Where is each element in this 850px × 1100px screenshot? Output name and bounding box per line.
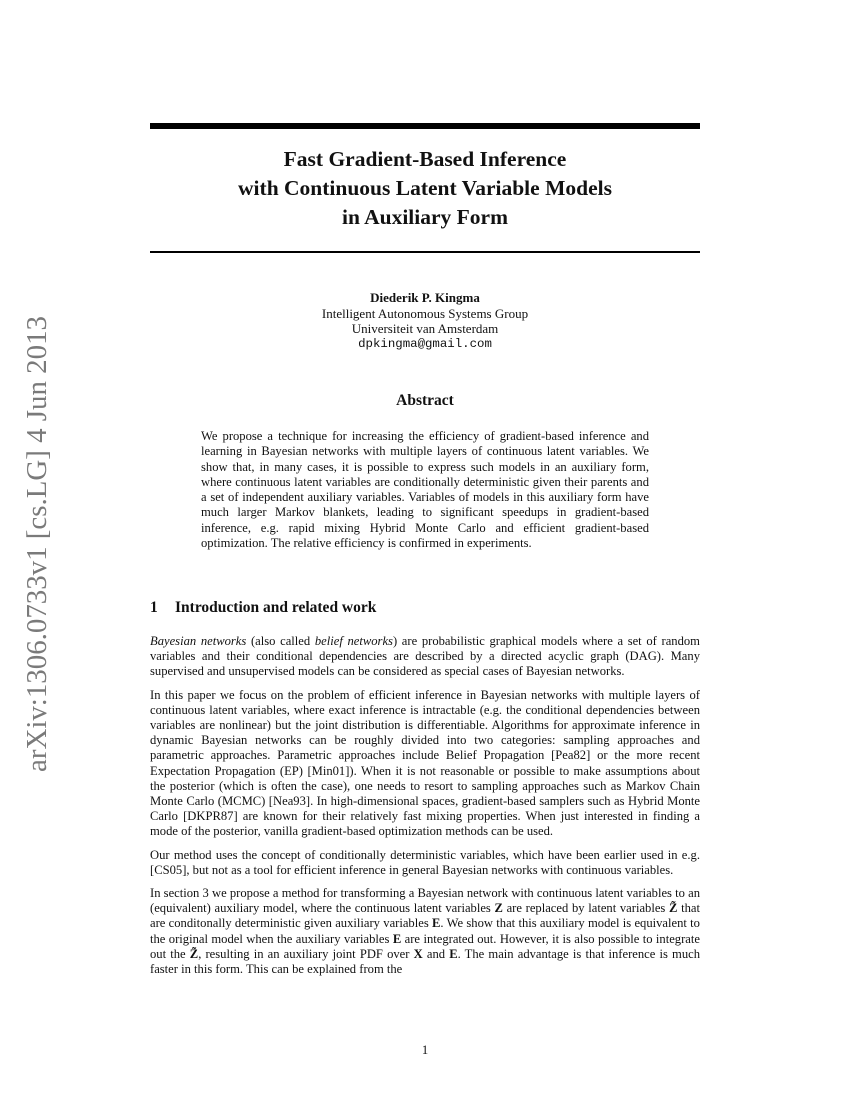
paper-title (150, 145, 700, 232)
var-e: E (432, 916, 441, 931)
title-line-3: in Auxiliary Form (341, 205, 509, 229)
section-body (150, 634, 700, 985)
var-z-tilde: Z̃ (189, 946, 199, 961)
var-x: X (413, 946, 423, 961)
author-name: Diederik P. Kingma (370, 290, 480, 305)
arxiv-identifier-text: arXiv:1306.0733v1 [cs.LG] 4 Jun 2013 (21, 314, 53, 772)
var-e: E (449, 946, 458, 961)
title-bottom-rule (150, 251, 700, 253)
section-number: 1 (150, 599, 158, 616)
var-z-tilde: Z̃ (669, 901, 678, 916)
author-affiliation-university: Universiteit van Amsterdam (351, 321, 499, 336)
title-line-2: with Continuous Latent Variable Models (238, 176, 612, 200)
var-e: E (392, 931, 402, 946)
paragraph-1: Bayesian networks (also called belief networks) are probabilistic graphical models where a set of random variables and their conditional dependencies are described by a directed acyclic graph (DAG). Many supervised and unsupervised models can be considered as special cases of Bayesian networks. (150, 634, 700, 679)
arxiv-identifier-stamp (12, 312, 56, 774)
section-title: Introduction and related work (175, 599, 377, 616)
author-block (150, 290, 700, 352)
paragraph-2: In this paper we focus on the problem of efficient inference in Bayesian networks with multiple layers of continuous latent variables, where exact inference is intractable (e.g. the conditional dependencies between variables are nonlinear) but the joint distribution is differentiable. Algorithms for approximate inference in dynamic Bayesian networks can be roughly divided into two categories: sampling approaches and parametric approaches. Parametric approaches include Belief Propagation [Pea82] or the more recent Expectation Propagation (EP) [Min01]). When it is not reasonable or possible to make assumptions about the posterior (which is often the case), one needs to resort to sampling approaches such as Markov Chain Monte Carlo (MCMC) [Nea93]. In high-dimensional spaces, gradient-based samplers such as Hybrid Monte Carlo [DKPR87] are known for their relatively fast mixing properties. When just interested in finding a mode of the posterior, vanilla gradient-based optimization methods can be used. (150, 687, 700, 839)
term-bayesian-networks: Bayesian networks (150, 634, 247, 648)
paragraph-4: In section 3 we propose a method for transforming a Bayesian network with continuous latent variables to an (equivalent) auxiliary model, where the continuous latent variables Z are replaced by latent variables Z̃ that are conditonally deterministic given auxiliary variables E. We show that this auxiliary model is equivalent to the original model when the auxiliary variables E are integrated out. However, it is also possible to integrate out the Z̃, resulting in an auxiliary joint PDF over X and E. The main advantage is that inference is much faster in this form. This can be explained from the (150, 886, 701, 977)
author-email: dpkingma@gmail.com (358, 336, 492, 351)
section-heading (150, 599, 700, 617)
title-line-1: Fast Gradient-Based Inference (283, 147, 567, 171)
title-top-rule (150, 123, 700, 129)
paragraph-3: Our method uses the concept of conditionally deterministic variables, which have been earlier used in e.g. [CS05], but not as a tool for efficient inference in general Bayesian networks with continuous variables. (150, 847, 700, 877)
term-belief-networks: belief networks (314, 634, 393, 648)
author-affiliation-group: Intelligent Autonomous Systems Group (321, 305, 529, 321)
page-number: 1 (421, 1043, 429, 1057)
var-z: Z (494, 901, 503, 916)
abstract-heading: Abstract (396, 392, 454, 409)
abstract-text: We propose a technique for increasing the efficiency of gradient-based inference and learning in Bayesian networks with multiple layers of continuous latent variables. We show that, in many cases, it is possible to express such models in an auxiliary form, where continuous latent variables are conditionally deterministic given their parents and a set of independent auxiliary variables. Variables of models in this auxiliary form have much larger Markov blankets, leading to significant speedups in gradient-based inference, e.g. rapid mixing Hybrid Monte Carlo and efficient gradient-based optimization. The relative efficiency is confirmed in experiments. (201, 429, 649, 551)
